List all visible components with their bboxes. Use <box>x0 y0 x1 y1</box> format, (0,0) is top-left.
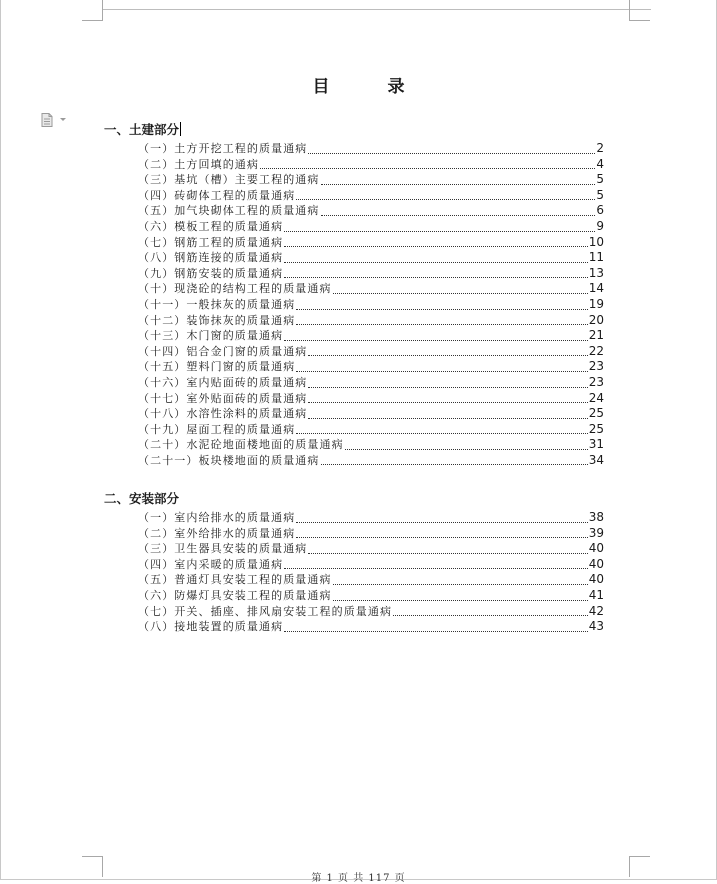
toc-page-number: 40 <box>588 541 604 556</box>
toc-entry[interactable] <box>138 157 604 173</box>
toc-page-number: 5 <box>596 187 604 202</box>
toc-page-number: 43 <box>588 619 604 634</box>
toc-dot-leader <box>284 245 588 247</box>
toc-dot-leader <box>308 354 587 356</box>
toc-dot-leader <box>308 401 587 403</box>
toc-page-number: 21 <box>588 328 604 343</box>
toc-entry[interactable] <box>138 328 604 344</box>
toc-entry[interactable] <box>138 572 604 588</box>
toc-entry-title: （七）钢筋工程的质量通病 <box>138 235 284 249</box>
toc-entry-title: （二）土方回填的通病 <box>138 157 259 171</box>
toc-entry-title: （六）防爆灯具安装工程的质量通病 <box>138 588 332 602</box>
header-rule <box>103 9 651 10</box>
toc-page-number: 6 <box>596 203 604 218</box>
toc-entry-title: （十五）塑料门窗的质量通病 <box>138 360 296 374</box>
toc-list-installation <box>138 510 604 635</box>
toc-entry[interactable] <box>138 619 604 635</box>
toc-page-number: 23 <box>588 374 604 389</box>
section-heading-civil-label: 一、土建部分 <box>104 122 180 137</box>
text-cursor <box>180 122 181 136</box>
toc-page-number: 31 <box>588 437 604 452</box>
toc-page-number: 24 <box>588 390 604 405</box>
section-heading-civil <box>104 120 181 138</box>
toc-entry[interactable] <box>138 437 604 453</box>
toc-entry-title: （十一）一般抹灰的质量通病 <box>138 297 296 311</box>
toc-entry[interactable] <box>138 235 604 251</box>
toc-entry-title: （四）室内采暖的质量通病 <box>138 557 284 571</box>
toc-entry[interactable] <box>138 344 604 360</box>
toc-entry-title: （五）普通灯具安装工程的质量通病 <box>138 573 332 587</box>
toc-entry[interactable] <box>138 188 604 204</box>
toc-entry-title: （三）基坑（槽）主要工程的通病 <box>138 173 320 187</box>
page-title: 目 录 <box>312 77 431 97</box>
section-heading-installation: 二、安装部分 <box>104 491 180 506</box>
toc-dot-leader <box>333 583 588 585</box>
toc-page-number: 40 <box>588 556 604 571</box>
toc-page-number: 38 <box>588 510 604 524</box>
toc-dot-leader <box>284 276 588 278</box>
toc-entry[interactable] <box>138 203 604 219</box>
toc-entry[interactable] <box>138 281 604 297</box>
toc-entry[interactable] <box>138 541 604 557</box>
toc-dot-leader <box>296 370 587 372</box>
toc-dot-leader <box>321 183 596 185</box>
toc-list-civil <box>138 141 604 468</box>
toc-entry[interactable] <box>138 359 604 375</box>
toc-dot-leader <box>284 261 588 263</box>
toc-dot-leader <box>284 630 588 632</box>
toc-entry[interactable] <box>138 375 604 391</box>
toc-entry[interactable] <box>138 406 604 422</box>
toc-dot-leader <box>345 448 588 450</box>
toc-page-number: 4 <box>596 156 604 171</box>
toc-entry-title: （二）室外给排水的质量通病 <box>138 526 296 540</box>
toc-entry[interactable] <box>138 266 604 282</box>
toc-entry-title: （九）钢筋安装的质量通病 <box>138 266 284 280</box>
toc-page-number: 34 <box>588 452 604 467</box>
toc-entry[interactable] <box>138 453 604 469</box>
toc-dot-leader <box>308 386 587 388</box>
toc-entry-title: （十二）装饰抹灰的质量通病 <box>138 313 296 327</box>
toc-entry-title: （六）模板工程的质量通病 <box>138 219 284 233</box>
toc-entry-title: （十六）室内贴面砖的质量通病 <box>138 375 308 389</box>
toc-page-number: 42 <box>588 603 604 618</box>
toc-dot-leader <box>296 308 587 310</box>
toc-dot-leader <box>308 152 595 154</box>
toc-entry[interactable] <box>138 313 604 329</box>
toc-entry-title: （十七）室外贴面砖的质量通病 <box>138 391 308 405</box>
toc-dot-leader <box>296 432 587 434</box>
toc-entry-title: （二十一）板块楼地面的质量通病 <box>138 453 320 467</box>
toc-page-number: 20 <box>588 312 604 327</box>
toc-page-number: 22 <box>588 343 604 358</box>
toc-dot-leader <box>321 214 596 216</box>
toc-entry-title: （四）砖砌体工程的质量通病 <box>138 188 296 202</box>
toc-entry[interactable] <box>138 510 604 526</box>
toc-entry[interactable] <box>138 297 604 313</box>
toc-entry-title: （十九）屋面工程的质量通病 <box>138 422 296 436</box>
toc-entry[interactable] <box>138 391 604 407</box>
toc-entry[interactable] <box>138 250 604 266</box>
toc-entry-title: （七）开关、插座、排风扇安装工程的质量通病 <box>138 604 393 618</box>
toc-entry[interactable] <box>138 141 604 157</box>
toc-dot-leader <box>308 417 587 419</box>
toc-page-number: 14 <box>588 281 604 296</box>
toc-entry-title: （十四）铝合金门窗的质量通病 <box>138 344 308 358</box>
toc-dot-leader <box>333 599 588 601</box>
toc-page-number: 2 <box>596 141 604 155</box>
toc-page-number: 13 <box>588 265 604 280</box>
toc-page-number: 23 <box>588 359 604 374</box>
toc-entry[interactable] <box>138 526 604 542</box>
toc-dot-leader <box>321 463 588 465</box>
margin-corner-top-left <box>82 0 103 21</box>
toc-entry[interactable] <box>138 219 604 235</box>
toc-entry[interactable] <box>138 604 604 620</box>
toc-page-number: 9 <box>596 218 604 233</box>
toc-dot-leader <box>284 567 588 569</box>
toc-entry-title: （十三）木门窗的质量通病 <box>138 329 284 343</box>
toc-entry-title: （八）接地装置的质量通病 <box>138 620 284 634</box>
toc-entry-title: （五）加气块砌体工程的质量通病 <box>138 204 320 218</box>
toc-entry-title: （八）钢筋连接的质量通病 <box>138 251 284 265</box>
toc-entry[interactable] <box>138 172 604 188</box>
toc-page-number: 10 <box>588 234 604 249</box>
toc-dot-leader <box>284 339 588 341</box>
toc-dot-leader <box>296 323 587 325</box>
toc-dot-leader <box>296 521 587 523</box>
toc-dot-leader <box>296 536 587 538</box>
toc-dot-leader <box>284 230 595 232</box>
toc-entry[interactable] <box>138 588 604 604</box>
page-footer: 第 1 页 共 117 页 <box>311 873 406 884</box>
document-paste-icon[interactable] <box>41 112 69 126</box>
toc-page-number: 25 <box>588 406 604 421</box>
toc-entry-title: （三）卫生器具安装的质量通病 <box>138 542 308 556</box>
toc-page-number: 5 <box>596 172 604 187</box>
toc-entry-title: （十八）水溶性涂料的质量通病 <box>138 407 308 421</box>
toc-page-number: 39 <box>588 525 604 540</box>
toc-page-number: 40 <box>588 572 604 587</box>
toc-dot-leader <box>260 167 595 169</box>
toc-dot-leader <box>333 292 588 294</box>
toc-dot-leader <box>296 198 595 200</box>
toc-entry[interactable] <box>138 557 604 573</box>
toc-page-number: 11 <box>588 250 604 265</box>
toc-page-number: 25 <box>588 421 604 436</box>
toc-entry-title: （十）现浇砼的结构工程的质量通病 <box>138 282 332 296</box>
toc-entry-title: （一）土方开挖工程的质量通病 <box>138 142 308 155</box>
toc-entry-title: （一）室内给排水的质量通病 <box>138 511 296 524</box>
toc-dot-leader <box>393 614 588 616</box>
toc-page-number: 41 <box>588 587 604 602</box>
margin-corner-top-right <box>629 0 650 21</box>
toc-page-number: 19 <box>588 296 604 311</box>
toc-dot-leader <box>308 552 587 554</box>
toc-entry-title: （二十）水泥砼地面楼地面的质量通病 <box>138 438 344 452</box>
toc-entry[interactable] <box>138 422 604 438</box>
